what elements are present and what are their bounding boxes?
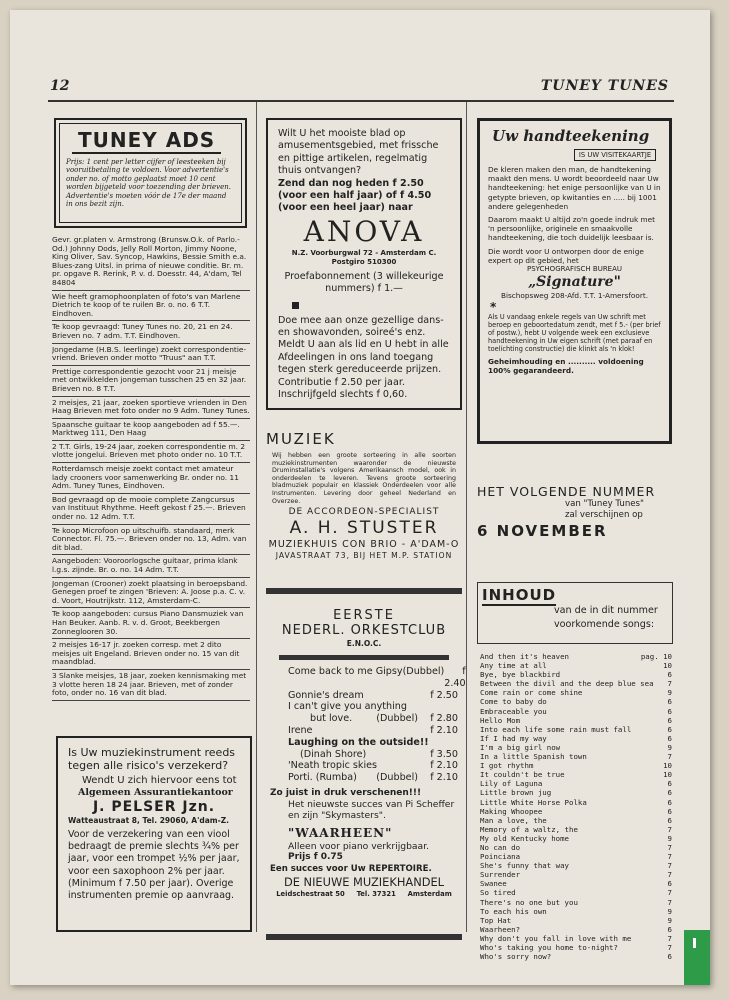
song-index-row <box>480 652 672 661</box>
song-page: 6 <box>667 715 672 725</box>
orkestclub-item-price: f 2.80 <box>430 713 458 725</box>
classified-ad: 2 meisjes, 21 jaar, zoeken sportieve vrienden in Den Haag Brieven met foto onder no 9 Adm. Tuney Tunes. <box>52 397 250 416</box>
ad-separator <box>52 493 250 494</box>
next-issue-date: 6 NOVEMBER <box>477 522 608 540</box>
handteekening-p2: Daarom maakt U altijd zo'n goede indruk met 'n persoonlijke, originele en smaakvolle handteekening, die toch duidelijk leesbaar is. <box>488 215 655 243</box>
next-issue-line3: zal verschijnen op <box>565 510 643 520</box>
song-page: 7 <box>667 852 672 862</box>
song-page: 7 <box>667 888 672 898</box>
song-title: No can do <box>480 842 521 852</box>
orkestclub-repertoire: Een succes voor Uw REPERTOIRE. <box>270 863 432 874</box>
song-title: Come rain or come shine <box>480 688 583 698</box>
song-title: I got rhythm <box>480 761 534 771</box>
song-page: 7 <box>667 943 672 952</box>
song-title: My old Kentucky home <box>480 833 569 843</box>
song-page: 7 <box>667 870 672 880</box>
song-index-row <box>480 898 672 907</box>
classified-ad: Rotterdamsch meisje zoekt contact met amateur lady crooners voor samenwerking Br. onder no. 11 Adm. Tuney Tunes, Eindhoven. <box>52 464 239 491</box>
orkestclub-item-price: f 2.10 <box>430 724 458 736</box>
assurantie-contact: Wendt U zich hiervoor eens tot <box>82 775 237 786</box>
orkestclub-item <box>288 725 458 737</box>
orkestclub-item-style <box>366 749 418 761</box>
handteekening-badge: IS UW VISITEKAARTJE <box>574 149 656 161</box>
handteekening-address: Bischopsweg 208-Afd. T.T. 1-Amersfoort. <box>500 291 649 301</box>
square-bullet-icon <box>292 302 299 309</box>
orkestclub-item <box>288 701 458 713</box>
handteekening-p1: De kleren maken den man, de handtekening maakt den mens. U wordt beoordeeld naar Uw handteekening: het enige persoonlijke van U in getypte brieven, op kwitanties en ..... bij 1001 andere gelegenheden <box>488 165 661 211</box>
song-index-row <box>480 907 672 916</box>
song-index-row <box>480 834 672 843</box>
song-page: 6 <box>667 879 672 889</box>
anova-intro: Wilt U het mooiste blad op amusementsgebied, met frissche en pittige artikelen, regelmatig thuis ontvangen? <box>278 128 439 177</box>
column-divider-2 <box>466 102 467 932</box>
ad-separator <box>52 638 250 639</box>
song-title: She's funny that way <box>480 861 569 871</box>
orkestclub-item-style <box>366 725 418 737</box>
song-title: Any time at all <box>480 661 547 671</box>
song-page: 9 <box>667 906 672 916</box>
ad-separator <box>52 577 250 578</box>
song-title: Poinciana <box>480 852 521 862</box>
classified-ads-list <box>52 236 250 714</box>
song-title: Little White Horse Polka <box>480 797 587 807</box>
song-title: So tired <box>480 888 516 898</box>
orkestclub-item-style <box>407 701 436 713</box>
green-tab-marker <box>684 930 710 985</box>
song-page: 7 <box>667 861 672 871</box>
classified-ad: 2 meisjes 16-17 jr. zoeken corresp. met 2 dito meisjes uit Engeland. Brieven onder no. 15 van dit maandblad. <box>52 640 240 667</box>
ad-separator <box>52 669 250 670</box>
orkestclub-item-title: I can't give you anything <box>288 701 407 713</box>
song-index-row <box>480 788 672 797</box>
orkestclub-title2: NEDERL. ORKESTCLUB <box>281 623 447 638</box>
classified-ad: Prettige correspondentie gezocht voor 21 j meisje met ontwikkelden jongeman tusschen 25 en 32 jaar. Brieven no. 8 T.T. <box>52 366 247 393</box>
song-page: 7 <box>667 679 672 689</box>
tab-mark-icon <box>693 938 696 948</box>
song-page: 6 <box>667 952 672 962</box>
song-page: 7 <box>667 897 672 907</box>
classified-ad: Spaansche guitaar te koop aangeboden ad f 55.—. Marktweg 111, Den Haag <box>52 419 240 438</box>
song-index-row <box>480 707 672 716</box>
song-page: 10 <box>663 761 672 771</box>
magazine-title: TUNEY TUNES <box>540 78 669 94</box>
song-page: 7 <box>667 752 672 762</box>
orkestclub-item-price: f 2.10 <box>430 760 458 772</box>
classified-ad: Bod gevraagd op de mooie complete Zangcursus van Instituut Rhythme. Heeft gekost f 25.—. Brieven onder no. 12 Adm. T.T. <box>52 494 246 522</box>
classified-ad: Aangeboden: Vooroorlogsche guitaar, prima klank l.g.s. zijnde. Br. o. no. 14 Adm. T.T. <box>52 556 238 574</box>
song-title: Little brown jug <box>480 788 552 798</box>
muziek-body: Wij hebben een groote sorteering in alle soorten muziekinstrumenten waaronder de nieuwste Druminstallatie's volgens Amerikaansch model, ook in onderdeelen te leveren. Tevens groote sorteering bladmuziek populair en klassiek Onderdeelen voor alle Instrumenten. Levering door geheel Nederland en Overzee. <box>272 452 456 505</box>
song-page: 6 <box>667 924 672 934</box>
orkestclub-new-desc: Het nieuwste succes van Pi Scheffer en zijn "Skymasters". <box>288 798 455 822</box>
song-index-row <box>480 807 672 816</box>
column-divider-1 <box>256 102 257 932</box>
song-title: Why don't you fall in love with me <box>480 933 632 943</box>
song-page: 6 <box>667 788 672 798</box>
song-title: Bye, bye blackbird <box>480 670 561 680</box>
orkestclub-item-style <box>366 690 418 702</box>
song-index-row <box>480 798 672 807</box>
song-title: Who's taking you home to-night? <box>480 943 618 952</box>
ad-separator <box>52 440 250 441</box>
song-page: 7 <box>667 933 672 943</box>
song-index-row <box>480 825 672 834</box>
song-index-row <box>480 697 672 706</box>
orkestclub-item-title: but love. <box>310 713 353 725</box>
handteekening-ad <box>477 118 672 444</box>
inhoud-box <box>477 582 673 644</box>
song-page: 6 <box>667 724 672 734</box>
orkestclub-item-style: (Dubbel) <box>402 666 445 677</box>
song-index-row <box>480 688 672 697</box>
song-index-row <box>480 743 672 752</box>
tuney-ads-header-box <box>54 118 247 228</box>
orkestclub-shop: DE NIEUWE MUZIEKHANDEL <box>283 874 445 889</box>
anova-offer: Zend dan nog heden f 2.50 (voor een half jaar) of f 4.50 (voor een heel jaar) naar <box>278 177 432 214</box>
song-index-list <box>480 652 672 961</box>
song-page: 6 <box>667 806 672 816</box>
ad-separator <box>52 396 250 397</box>
orkestclub-item-title: 'Neath tropic skies <box>288 760 378 772</box>
song-page: 9 <box>667 742 672 752</box>
handteekening-bureau: PSYCHOGRAFISCH BUREAU <box>526 265 623 274</box>
assurantie-address: Watteaustraat 8, Tel. 29060, A'dam-Z. <box>68 816 230 825</box>
classified-ad: Jongeman (Crooner) zoekt plaatsing in beroepsband. Genegen proef te zingen 'Brieven: A. Joose p.a. C. v. d. Voort, Houtrijkstr. 112, Amsterdam-C. <box>52 578 248 605</box>
song-index-row <box>480 779 672 788</box>
inhoud-sub1: van de in dit nummer <box>554 605 658 616</box>
song-page: 6 <box>667 733 672 743</box>
orkestclub-new-piano: Alleen voor piano verkrijgbaar. <box>288 840 430 852</box>
orkestclub-item <box>288 749 458 761</box>
song-page: pag. 10 <box>640 652 672 661</box>
song-index-row <box>480 816 672 825</box>
assurantie-ad <box>56 736 252 932</box>
orkestclub-item-title: Porti. (Rumba) <box>288 772 357 784</box>
song-title: Lily of Laguna <box>480 779 543 789</box>
song-title: Making Whoopee <box>480 806 543 816</box>
song-index-row <box>480 952 672 961</box>
orkestclub-abbr: E.N.O.C. <box>346 639 382 648</box>
ad-separator <box>52 343 250 344</box>
song-index-row <box>480 761 672 770</box>
song-page: 6 <box>667 697 672 707</box>
classified-ad: 2 T.T. Girls, 19-24 jaar, zoeken correspondentie m. 2 vlotte jongelui. Brieven met photo onder no. 10 T.T. <box>52 441 246 460</box>
song-index-row <box>480 670 672 679</box>
next-issue-line2: van "Tuney Tunes" <box>565 499 644 509</box>
handteekening-title: Uw handteekening <box>492 127 650 145</box>
song-title: Between the divil and the deep blue sea <box>480 679 654 689</box>
tuney-ads-terms: Prijs: 1 cent per letter cijfer of leesteeken bij vooruitbetaling te voldoen. Voor advertentie's onder no. of motto geplaatst moet 10 cent worden bijgeteld voor toezending der brieven. Advertentie's moeten vóór de 17e der maand in ons bezit zijn. <box>66 158 231 209</box>
orkestclub-item-price: f 2.40 <box>444 666 466 689</box>
orkestclub-item <box>288 737 458 749</box>
anova-trial: Proefabonnement (3 willekeurige nummers) f 1.— <box>284 270 444 295</box>
song-title: To each his own <box>480 906 547 916</box>
song-title: If I had my way <box>480 733 547 743</box>
ad-separator <box>52 462 250 463</box>
song-index-row <box>480 725 672 734</box>
song-index-row <box>480 943 672 952</box>
assurantie-name: J. PELSER Jzn. <box>92 799 216 815</box>
song-index-row <box>480 861 672 870</box>
song-page: 6 <box>667 779 672 789</box>
song-title: Hello Mom <box>480 715 521 725</box>
orkestclub-item <box>288 772 458 784</box>
orkestclub-item-price: f 2.50 <box>430 689 458 701</box>
song-title: Waarheen? <box>480 924 521 934</box>
ad-separator <box>52 607 250 608</box>
song-page: 6 <box>667 706 672 716</box>
song-title: Into each life some rain must fall <box>480 724 632 734</box>
handteekening-guarantee: Geheimhouding en .......... voldoening 100% gegarandeerd. <box>488 356 644 375</box>
orkestclub-item-price: f 2.10 <box>430 772 458 784</box>
ad-separator <box>52 320 250 321</box>
song-page: 10 <box>663 661 672 671</box>
song-title: Embraceable you <box>480 706 547 716</box>
inhoud-sub2: voorkomende songs: <box>554 619 655 630</box>
orkestclub-ad <box>266 588 466 940</box>
orkestclub-item-style <box>377 760 423 772</box>
muziek-specialist: DE ACCORDEON-SPECIALIST <box>288 507 440 518</box>
song-title: There's no one but you <box>480 897 578 907</box>
orkestclub-item <box>288 760 458 772</box>
orkestclub-address: Leidschestraat 50 Tel. 37321 Amsterdam <box>276 889 452 898</box>
assurantie-body: Voor de verzekering van een viool bedraagt de premie slechts ¾% per jaar, voor een trompet ½% per jaar, voor een saxophoon 2% per jaar. (Minimum f 7.50 per jaar). Overige instrumenten premie op aanvraag. <box>68 829 240 902</box>
song-index-row <box>480 843 672 852</box>
song-index-row <box>480 879 672 888</box>
song-page: 6 <box>667 797 672 807</box>
ad-separator <box>52 418 250 419</box>
orkestclub-new-price: Prijs f 0.75 <box>288 852 343 863</box>
orkestclub-item-title: Irene <box>288 724 313 736</box>
song-title: And then it's heaven <box>480 652 569 661</box>
orkestclub-item-title: (Dinah Shore) <box>300 748 367 760</box>
song-index-row <box>480 734 672 743</box>
song-index-row <box>480 934 672 943</box>
assurantie-company: Algemeen Assurantiekantoor <box>78 787 233 798</box>
song-index-row <box>480 770 672 779</box>
song-page: 9 <box>667 833 672 843</box>
song-title: Who's sorry now? <box>480 952 552 962</box>
anova-join: Doe mee aan onze gezellige dans- en showavonden, soireé's enz. Meldt U aan als lid en U hebt in alle Afdeelingen in ons land toegang tegen sterk gereduceerde prijzen. Contributie f 2.50 per jaar. Inschrijfgeld slechts f 0,60. <box>278 314 449 401</box>
classified-ad: Te koop Microfoon op uitschuifb. standaard, merk Connector. Fl. 75.—. Brieven onder no. 13, Adm. van dit blad. <box>52 525 247 552</box>
orkestclub-new-title: "WAARHEEN" <box>288 825 393 840</box>
classified-ad: Wie heeft gramophoonplaten of foto's van Marlene Dietrich te koop of te ruilen Br. o. no. 6 T.T. Eindhoven. <box>52 291 241 318</box>
handteekening-p3: Die wordt voor U ontworpen door de enige expert op dit gebied, het <box>488 246 644 265</box>
orkestclub-item <box>288 690 458 702</box>
orkestclub-item-style: (Dubbel) <box>376 713 418 725</box>
header-rule <box>48 100 674 102</box>
handteekening-brand: „Signature" <box>528 274 621 291</box>
song-index-row <box>480 661 672 670</box>
muziek-address: JAVASTRAAT 73, BIJ HET M.P. STATION <box>275 551 453 561</box>
song-index-row <box>480 916 672 925</box>
muziek-name: A. H. STUSTER <box>289 518 439 539</box>
orkestclub-item-price <box>436 701 458 713</box>
song-title: I'm a big girl now <box>480 742 561 752</box>
orkestclub-divider <box>279 655 449 660</box>
song-index-row <box>480 752 672 761</box>
song-index-row <box>480 925 672 934</box>
song-title: In a little Spanish town <box>480 752 587 762</box>
orkestclub-new-line: Zo juist in druk verschenen!!! <box>270 787 422 798</box>
song-index-row <box>480 870 672 879</box>
anova-brand: ANOVA <box>303 214 425 248</box>
song-title: It couldn't be true <box>480 770 565 780</box>
song-title: Top Hat <box>480 915 512 925</box>
orkestclub-item-style: (Dubbel) <box>376 772 418 784</box>
asterisk-icon: * <box>490 299 497 314</box>
orkestclub-item-title: Laughing on the outside!! <box>288 736 429 748</box>
song-page: 9 <box>667 688 672 698</box>
song-title: Memory of a waltz, the <box>480 824 578 834</box>
song-index-row <box>480 852 672 861</box>
ad-separator <box>52 554 250 555</box>
song-index-row <box>480 888 672 897</box>
classified-ad: Gevr. gr.platen v. Armstrong (Brunsw.O.k. of Parlo.-Od.) Johnny Dods, Jelly Roll Morton, Jimmy Noone, King Oliver, Sav. Syncop, Hawkins, Bessie Smith e.a. Blues-zang Uitsl. in prima of nieuwe conditie. Br. m. pr. opgave R. Rerink, P. v. d. Doesstr. 44, A'dam, Tel 84804 <box>52 236 247 287</box>
orkestclub-item-title: Gonnie's dream <box>288 689 364 701</box>
song-page: 7 <box>667 842 672 852</box>
page-number: 12 <box>50 78 70 94</box>
inhoud-title: INHOUD <box>482 586 557 604</box>
orkestclub-items <box>266 666 466 784</box>
tuney-ads-inner-box <box>59 123 242 223</box>
song-title: Surrender <box>480 870 521 880</box>
muziek-ad <box>266 430 462 561</box>
classified-ad: 3 Slanke meisjes, 18 jaar, zoeken kennismaking met 3 vlotte heren 18 24 jaar. Brieven, met of zonder foto, onder no. 16 van dit blad. <box>52 670 247 698</box>
next-issue-line1: HET VOLGENDE NUMMER <box>477 484 656 499</box>
classified-ad: Te koop gevraagd: Tuney Tunes no. 20, 21 en 24. Brieven no. 7 adm. T.T. Eindhoven. <box>52 322 233 340</box>
song-index-row <box>480 716 672 725</box>
orkestclub-item <box>288 666 466 690</box>
ad-separator <box>52 524 250 525</box>
orkestclub-item-title: Come back to me Gipsy <box>288 666 403 677</box>
song-page: 7 <box>667 824 672 834</box>
orkestclub-item-price <box>445 737 458 749</box>
song-page: 6 <box>667 815 672 825</box>
orkestclub-item-style <box>429 737 446 749</box>
muziek-title: MUZIEK <box>266 430 336 448</box>
song-title: Man a love, the <box>480 815 547 825</box>
song-title: Come to baby do <box>480 697 547 707</box>
orkestclub-item-price: f 3.50 <box>430 748 458 760</box>
song-title: Swanee <box>480 879 507 889</box>
ad-separator <box>52 700 250 701</box>
ad-separator <box>52 290 250 291</box>
muziek-shop: MUZIEKHUIS CON BRIO - A'DAM-O <box>268 539 460 551</box>
classified-ad: Jongedame (H.B.S. leerlinge) zoekt correspondentie-vriend. Brieven onder motto "Truus" aan T.T. <box>52 344 247 363</box>
anova-ad <box>266 118 462 410</box>
song-page: 10 <box>663 770 672 780</box>
song-page: 9 <box>667 915 672 925</box>
anova-address: N.Z. Voorburgwal 72 - Amsterdam C. Postgiro 510300 <box>291 248 437 266</box>
assurantie-intro: Is Uw muziekinstrument reeds tegen alle risico's verzekerd? <box>68 746 236 772</box>
song-page: 6 <box>667 670 672 680</box>
classified-ad: Te koop aangeboden: cursus Piano Dansmuziek van Han Beuker. Aanb. R. v. d. Groot, Beekbergen Zonneglooren 30. <box>52 609 244 636</box>
next-issue-notice <box>477 484 673 541</box>
orkestclub-item <box>288 713 458 725</box>
song-index-row <box>480 679 672 688</box>
tuney-ads-title: TUNEY ADS <box>72 128 221 154</box>
ad-separator <box>52 365 250 366</box>
orkestclub-title1: EERSTE <box>333 608 395 623</box>
handteekening-p4: Als U vandaag enkele regels van Uw schrift met beroep en geboortedatum zendt, met f 5.- (per brief of postw.), hebt U volgende week een exclusieve handteekening in Uw eigen schrift (met paraaf en toelichting constructie) die klinkt als 'n klok! <box>488 312 661 354</box>
